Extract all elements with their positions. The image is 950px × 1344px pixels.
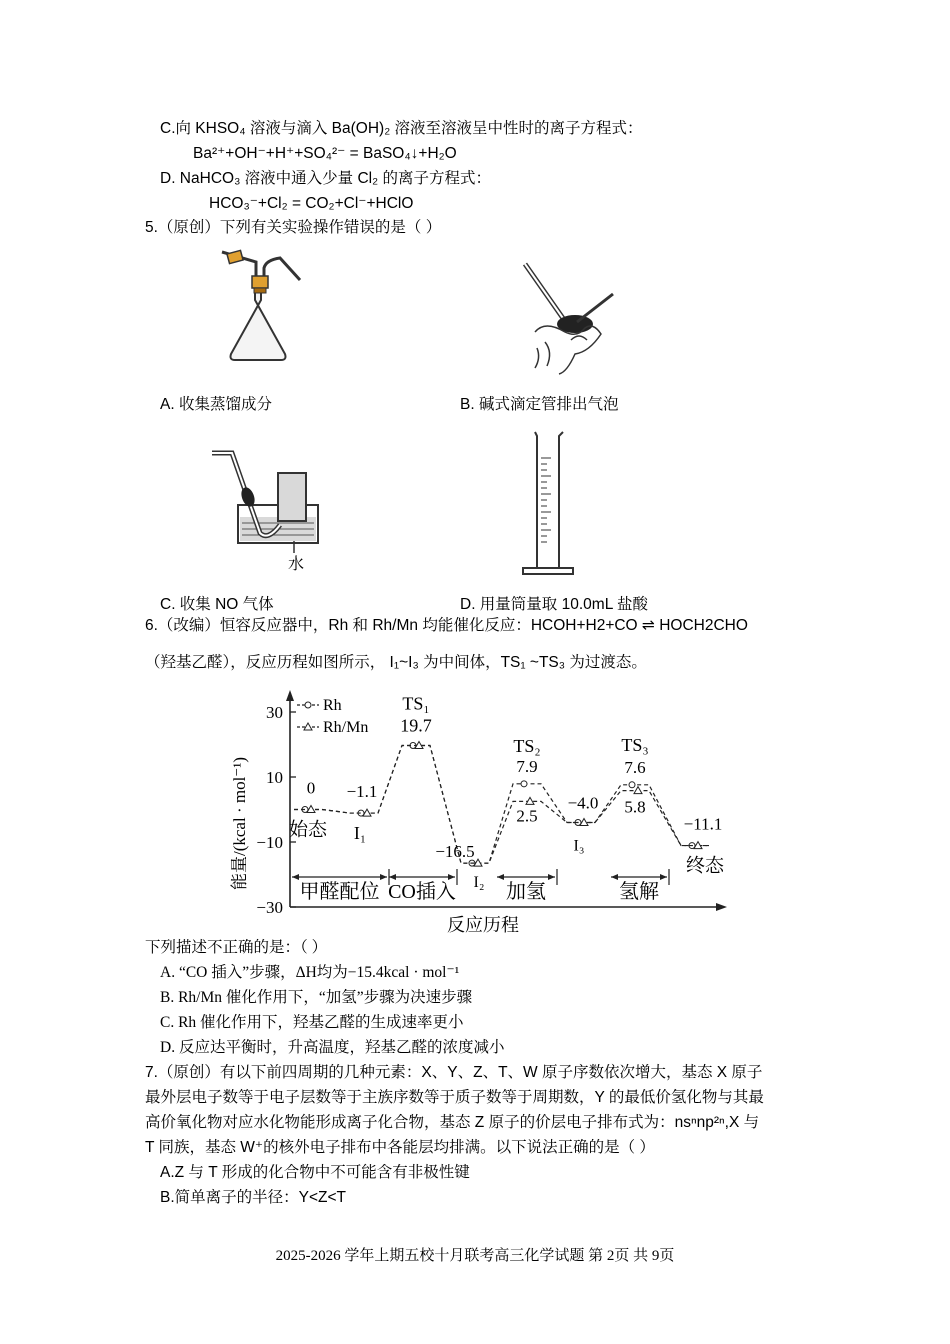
state-label-i2: I₂	[473, 874, 485, 892]
q5-option-a: A. 收集蒸馏成分	[160, 396, 272, 413]
water-label: 水	[288, 554, 305, 573]
value-label-ts3-rhmn: 5.8	[624, 797, 646, 817]
state-label-start: 始态	[288, 819, 328, 841]
q4-option-c-stem: C.向 KHSO₄ 溶液与滴入 Ba(OH)₂ 溶液至溶液呈中性时的离子方程式：	[160, 120, 643, 137]
state-label-i3: I₃	[573, 837, 585, 855]
q7-line3: 高价氧化物对应水化物能形成离子化合物，基态 Z 原子的价层电子排布式为：nsⁿnp²ⁿ,X 与	[145, 1114, 760, 1131]
value-label-i2: −16.5	[435, 842, 475, 862]
stage-label: 氢解	[619, 881, 659, 903]
q6-option-c: C. Rh 催化作用下，羟基乙醛的生成速率更小	[160, 1014, 464, 1031]
marker-rh	[629, 782, 635, 788]
q4-option-d-stem: D. NaHCO₃ 溶液中通入少量 Cl₂ 的离子方程式：	[160, 170, 491, 187]
value-label-i1: −1.1	[346, 782, 378, 802]
stage-bracket-arrow	[380, 874, 387, 880]
legend-rhmn: Rh/Mn	[323, 719, 369, 736]
x-axis-label: 反应历程	[447, 915, 519, 935]
q6-stem-line1: 6.（改编）恒容反应器中，Rh 和 Rh/Mn 均能催化反应：HCOH+H2+CO ⇌ HOCH2CHO	[145, 617, 748, 634]
y-axis-arrow	[286, 690, 294, 701]
q5-stem: 5.（原创）下列有关实验操作错误的是（ ）	[145, 219, 442, 236]
q6-stem-line2: （羟基乙醛），反应历程如图所示， I₁~I₃ 为中间体，TS₁ ~TS₃ 为过渡态。	[145, 654, 647, 671]
q7-option-b: B.简单离子的半径：Y<Z<T	[160, 1189, 347, 1206]
stage-bracket-arrow	[497, 874, 504, 880]
y-tick-label: 30	[266, 703, 283, 722]
q5-option-b: B. 碱式滴定管排出气泡	[460, 396, 619, 413]
stage-label: 加氢	[506, 881, 546, 903]
q7-option-a: A.Z 与 T 形成的化合物中不可能含有非极性键	[160, 1164, 470, 1181]
gas-collection-trough-figure	[210, 445, 320, 575]
state-label-end: 终态	[685, 855, 725, 877]
flask-apparatus-figure	[200, 250, 310, 365]
legend-rh: Rh	[323, 697, 342, 714]
burette-hand-figure	[515, 262, 625, 377]
marker-rh	[521, 781, 527, 787]
value-label-ts2-rh: 7.9	[516, 756, 538, 776]
graduated-cylinder-figure	[505, 430, 580, 576]
y-tick-label: −10	[256, 833, 283, 852]
stage-bracket-arrow	[448, 874, 455, 880]
stage-label: CO插入	[388, 881, 456, 903]
page-footer: 2025-2026 学年上期五校十月联考高三化学试题 第 2页 共 9页	[275, 1248, 675, 1264]
stage-bracket-arrow	[660, 874, 667, 880]
state-label-ts1: TS₁	[402, 693, 430, 714]
q4-option-c-equation: Ba²⁺+OH⁻+H⁺+SO₄²⁻ = BaSO₄↓+H₂O	[193, 145, 457, 162]
y-tick-label: −30	[256, 898, 283, 917]
y-tick-label: 10	[266, 768, 283, 787]
legend	[297, 697, 368, 736]
value-label-end: −11.1	[683, 814, 723, 834]
q6-question: 下列描述不正确的是：（ ）	[145, 939, 328, 956]
state-label-ts3: TS₃	[621, 734, 649, 755]
state-label-i1: I₁	[353, 823, 367, 844]
stage-bracket-arrow	[548, 874, 555, 880]
stage-bracket-arrow	[611, 874, 618, 880]
y-axis-label: 能量/(kcal · mol⁻¹)	[230, 756, 249, 890]
q6-option-b: B. Rh/Mn 催化作用下，“加氢”步骤为决速步骤	[160, 989, 473, 1006]
value-label-i3: −4.0	[567, 793, 599, 813]
series-line-rhmn	[294, 745, 709, 863]
value-label-ts3-rh: 7.6	[624, 757, 646, 777]
q6-option-d: D. 反应达平衡时，升高温度，羟基乙醛的浓度减小	[160, 1039, 505, 1056]
x-axis-arrow	[716, 903, 727, 911]
q7-line2: 最外层电子数等于电子层数等于主族序数等于质子数等于周期数，Y 的最低价氢化物与其最	[145, 1089, 764, 1106]
value-label-start: 0	[306, 778, 316, 798]
energy-profile-chart	[215, 685, 740, 940]
q5-option-c: C. 收集 NO 气体	[160, 596, 274, 613]
q6-option-a: A. “CO 插入”步骤，ΔH均为−15.4kcal · mol⁻¹	[160, 964, 460, 981]
marker-rhmn	[634, 787, 642, 794]
q5-option-d: D. 用量筒量取 10.0mL 盐酸	[460, 596, 649, 613]
state-label-ts2: TS₂	[513, 735, 541, 756]
q7-line4: T 同族，基态 W⁺的核外电子排布中各能层均排满。以下说法正确的是（ ）	[145, 1139, 655, 1156]
value-label-ts2-rhmn: 2.5	[516, 806, 538, 826]
stage-bracket-arrow	[389, 874, 396, 880]
series-line-rh	[294, 745, 709, 863]
stage-label: 甲醛配位	[299, 881, 380, 903]
value-label-ts1: 19.7	[400, 715, 432, 736]
q7-line1: 7.（原创）有以下前四周期的几种元素：X、Y、Z、T、W 原子序数依次增大，基态 X 原子	[145, 1064, 763, 1081]
q4-option-d-equation: HCO₃⁻+Cl₂ = CO₂+Cl⁻+HClO	[209, 195, 414, 212]
stage-bracket-arrow	[292, 874, 299, 880]
